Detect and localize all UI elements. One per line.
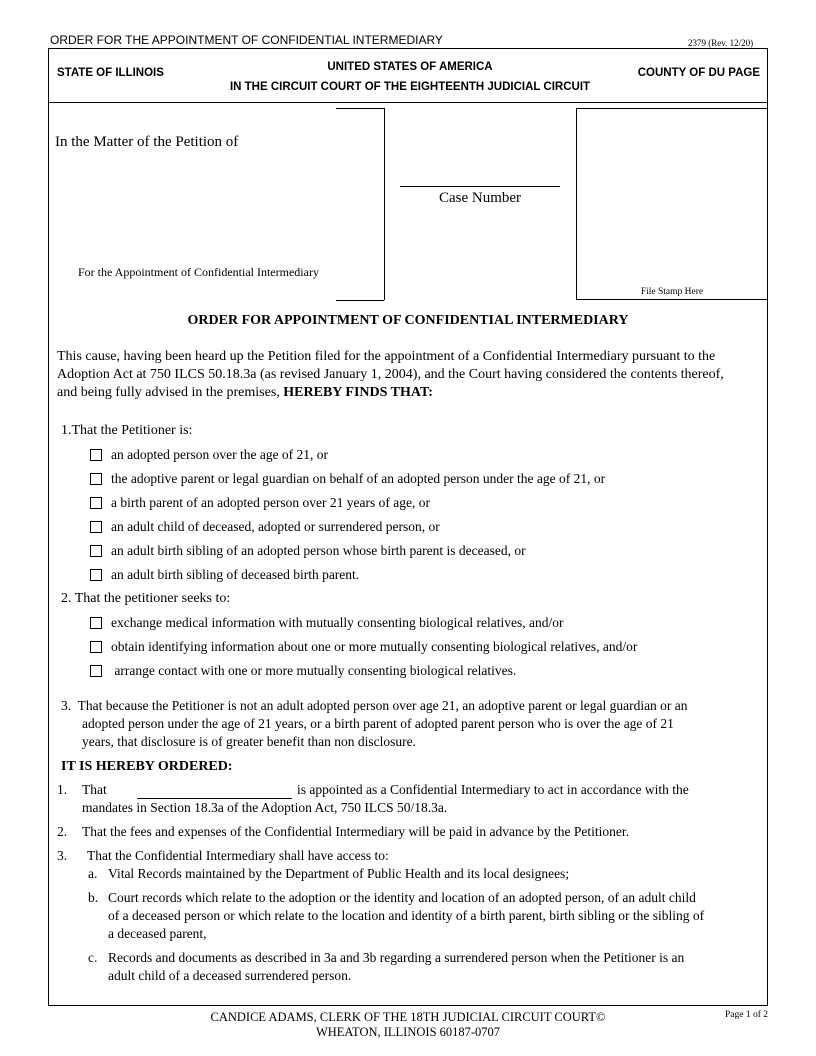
file-stamp-box <box>576 108 768 300</box>
seeks-option-label: arrange contact with one or more mutually consenting biological relatives. <box>111 663 517 678</box>
form-header-title: ORDER FOR THE APPOINTMENT OF CONFIDENTIAL INTERMEDIARY <box>50 33 443 47</box>
sub-c-line-1: Records and documents as described in 3a and 3b regarding a surrendered person when the Petitioner is an <box>108 950 685 965</box>
caption-bracket-bottom <box>336 300 384 301</box>
petitioner-option-checkbox[interactable] <box>90 497 102 509</box>
sub-b-line-2: of a deceased person or which relate to the location and identity of a birth parent, birth sibling or the sibling of <box>108 908 705 923</box>
purpose-label: For the Appointment of Confidential Intermediary <box>78 265 319 279</box>
file-stamp-label: File Stamp Here <box>640 287 704 297</box>
seeks-option-checkbox[interactable] <box>90 641 102 653</box>
ordered-3-text: That the Confidential Intermediary shall have access to: <box>87 848 389 863</box>
petitioner-option-checkbox[interactable] <box>90 449 102 461</box>
seeks-option-checkbox[interactable] <box>90 665 102 677</box>
page-number: Page 1 of 2 <box>724 1010 768 1020</box>
petitioner-option-checkbox[interactable] <box>90 569 102 581</box>
ordered-heading: IT IS HEREBY ORDERED: <box>61 759 233 774</box>
ordered-2-text: That the fees and expenses of the Confidential Intermediary will be paid in advance by the Petitioner. <box>82 824 629 839</box>
sub-a-label: a. <box>88 866 98 881</box>
finding-1-heading: 1.That the Petitioner is: <box>61 423 193 438</box>
country-label: UNITED STATES OF AMERICA <box>327 61 493 73</box>
petitioner-option-label: the adoptive parent or legal guardian on behalf of an adopted person under the age of 21, or <box>111 471 606 486</box>
ordered-1-text: is appointed as a Confidential Intermediary to act in accordance with the <box>297 782 689 797</box>
ordered-1-line-2: mandates in Section 18.3a of the Adoption Act, 750 ILCS 50/18.3a. <box>82 800 448 815</box>
intro-line-2: Adoption Act at 750 ILCS 50.18.3a (as revised January 1, 2004), and the Court having considered the contents thereof, <box>57 367 724 382</box>
court-label: IN THE CIRCUIT COURT OF THE EIGHTEENTH JUDICIAL CIRCUIT <box>229 81 591 93</box>
finding-3-line-3: years, that disclosure is of greater benefit than non disclosure. <box>82 734 417 749</box>
caption-bracket-side <box>384 108 385 300</box>
seeks-option-checkbox[interactable] <box>90 617 102 629</box>
seeks-option-label: exchange medical information with mutually consenting biological relatives, and/or <box>111 615 564 630</box>
seeks-option-label: obtain identifying information about one or more mutually consenting biological relatives, and/or <box>111 639 638 654</box>
ordered-2-number: 2. <box>57 824 68 839</box>
sub-c-line-2: adult child of a deceased surrendered person. <box>108 968 352 983</box>
sub-c-label: c. <box>88 950 98 965</box>
case-number-field[interactable] <box>400 186 560 187</box>
matter-label: In the Matter of the Petition of <box>55 134 239 150</box>
footer-clerk: CANDICE ADAMS, CLERK OF THE 18TH JUDICIAL CIRCUIT COURT© <box>210 1010 606 1024</box>
finds-heading: HEREBY FINDS THAT: <box>283 385 433 400</box>
finding-2-heading: 2. That the petitioner seeks to: <box>61 591 231 606</box>
form-number: 2379 (Rev. 12/20) <box>688 38 754 48</box>
finding-3-line-1: 3. That because the Petitioner is not an adult adopted person over age 21, an adoptive parent or legal guardian or an <box>61 698 688 713</box>
intro-line-1: This cause, having been heard up the Petition filed for the appointment of a Confidential Intermediary pursuant to the <box>57 349 716 364</box>
caption-bracket-top <box>336 108 384 109</box>
petitioner-option-label: an adopted person over the age of 21, or <box>111 447 329 462</box>
petitioner-option-checkbox[interactable] <box>90 473 102 485</box>
ordered-3-number: 3. <box>57 848 68 863</box>
county-label: COUNTY OF DU PAGE <box>637 67 760 79</box>
petitioner-option-checkbox[interactable] <box>90 545 102 557</box>
petitioner-option-checkbox[interactable] <box>90 521 102 533</box>
sub-b-line-1: Court records which relate to the adoption or the identity and location of an adopted person, of an adult child <box>108 890 696 905</box>
petitioner-option-label: an adult child of deceased, adopted or surrendered person, or <box>111 519 440 534</box>
sub-b-line-3: a deceased parent, <box>108 926 207 941</box>
header-divider <box>48 102 768 103</box>
finding-3-line-2: adopted person under the age of 21 years, or a birth parent of adopted parent person who is over the age of 21 <box>82 716 674 731</box>
footer-address: WHEATON, ILLINOIS 60187-0707 <box>315 1025 501 1039</box>
petitioner-option-label: an adult birth sibling of an adopted person whose birth parent is deceased, or <box>111 543 526 558</box>
order-title: ORDER FOR APPOINTMENT OF CONFIDENTIAL INTERMEDIARY <box>187 313 629 328</box>
ordered-1-that: That <box>82 782 107 797</box>
case-number-label: Case Number <box>438 190 522 206</box>
sub-b-label: b. <box>88 890 99 905</box>
intro-line-3: and being fully advised in the premises, HEREBY FINDS THAT: <box>57 385 433 400</box>
ordered-1-number: 1. <box>57 782 68 797</box>
petitioner-option-label: a birth parent of an adopted person over 21 years of age, or <box>111 495 431 510</box>
petitioner-option-label: an adult birth sibling of deceased birth parent. <box>111 567 360 582</box>
sub-a-text: Vital Records maintained by the Department of Public Health and its local designees; <box>108 866 570 881</box>
state-label: STATE OF ILLINOIS <box>57 67 164 79</box>
